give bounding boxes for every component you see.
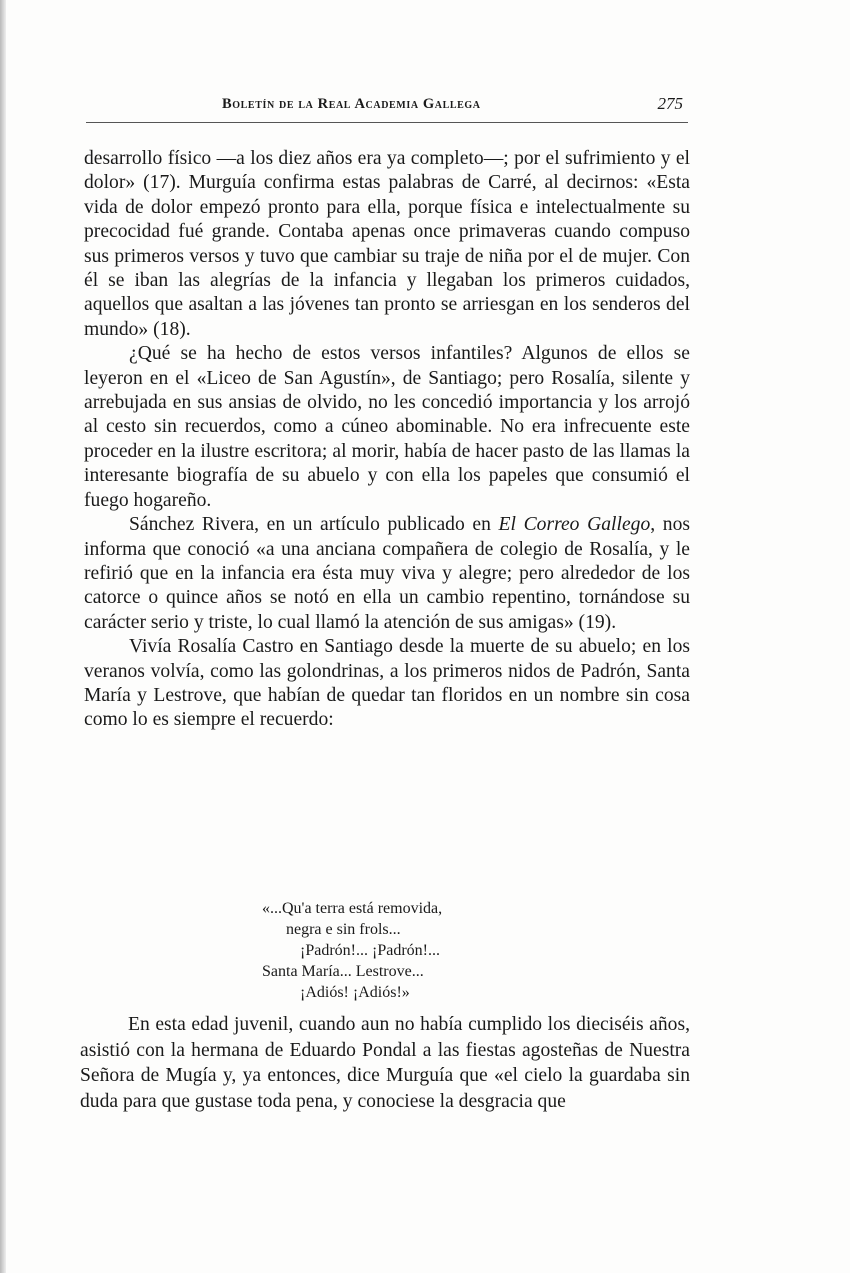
poem-line: ¡Adiós! ¡Adiós!» [300, 984, 410, 1001]
body-text [84, 147, 690, 733]
page-number: 275 [657, 94, 683, 113]
paragraph-4: Vivía Rosalía Castro en Santiago desde la muerte de su abuelo; en los veranos volvía, como las golondrinas, a los primeros nidos de Padrón, Santa María y Lestrove, que habían de quedar tan floridos en un nombre sin cosa como lo es siempre el recuerdo: [84, 636, 690, 731]
paragraph-3 [84, 513, 690, 635]
journal-title: Boletín de la Real Academia Gallega [222, 96, 481, 112]
paragraph-5: En esta edad juvenil, cuando aun no había cumplido los dieciséis años, asistió con la hermana de Eduardo Pondal a las fiestas agosteñas de Nuestra Señora de Mugía y, ya entonces, dice Murguía que «el cielo la guardaba sin duda para que gustase toda pena, y conociese la desgracia que [80, 1014, 690, 1112]
paragraph-1: desarrollo físico —a los diez años era ya completo—; por el sufrimiento y el dolor» (17). Murguía confirma estas palabras de Carré, al decirnos: «Esta vida de dolor empezó pronto para ella, porque física e intelectualmente su precocidad fué grande. Contaba apenas once primaveras cuando compuso sus primeros versos y tuvo que cambiar su traje de niña por el de mujer. Con él se iban las alegrías de la infancia y llegaban los primeros cuidados, aquellos que asaltan a las jóvenes tan pronto se arriesgan en los senderos del mundo» (18). [84, 148, 690, 340]
paragraph-3-start: Sánchez Rivera, en un artículo publicado en [129, 514, 499, 536]
final-text [80, 1012, 690, 1114]
poem-line: Santa María... Lestrove... [262, 963, 424, 980]
poem-line: «...Qu'a terra está removida, [262, 900, 443, 917]
newspaper-title: El Correo Gallego [498, 514, 651, 536]
paragraph-3-end: , nos informa que conoció «a una anciana compañera de colegio de Rosalía, y le refirió que en la infancia era ésta muy viva y alegre; pero alrededor de los catorce o quince años se notó en ella un cambio repentino, tornándose su carácter serio y triste, lo cual llamó la atención de sus amigas» (19). [84, 514, 691, 633]
paragraph-2: ¿Qué se ha hecho de estos versos infantiles? Algunos de ellos se leyeron en el «Liceo de San Agustín», de Santiago; pero Rosalía, silente y arrebujada en sus ansias de olvido, no les concedió importancia y los arrojó al cesto sin recuerdos, como a cúneo abominable. No era infrecuente este proceder en la ilustre escritora; al morir, había de hacer pasto de las llamas la interesante biografía de su abuelo y con ella los papeles que consumió el fuego hogareño. [84, 343, 690, 511]
header-rule [86, 122, 688, 123]
poem-line: ¡Padrón!... ¡Padrón!... [300, 942, 440, 959]
running-header [222, 96, 687, 120]
poem-quote [262, 898, 562, 1003]
page-binding-edge [0, 0, 6, 1273]
poem-line: negra e sin frols... [286, 921, 401, 938]
